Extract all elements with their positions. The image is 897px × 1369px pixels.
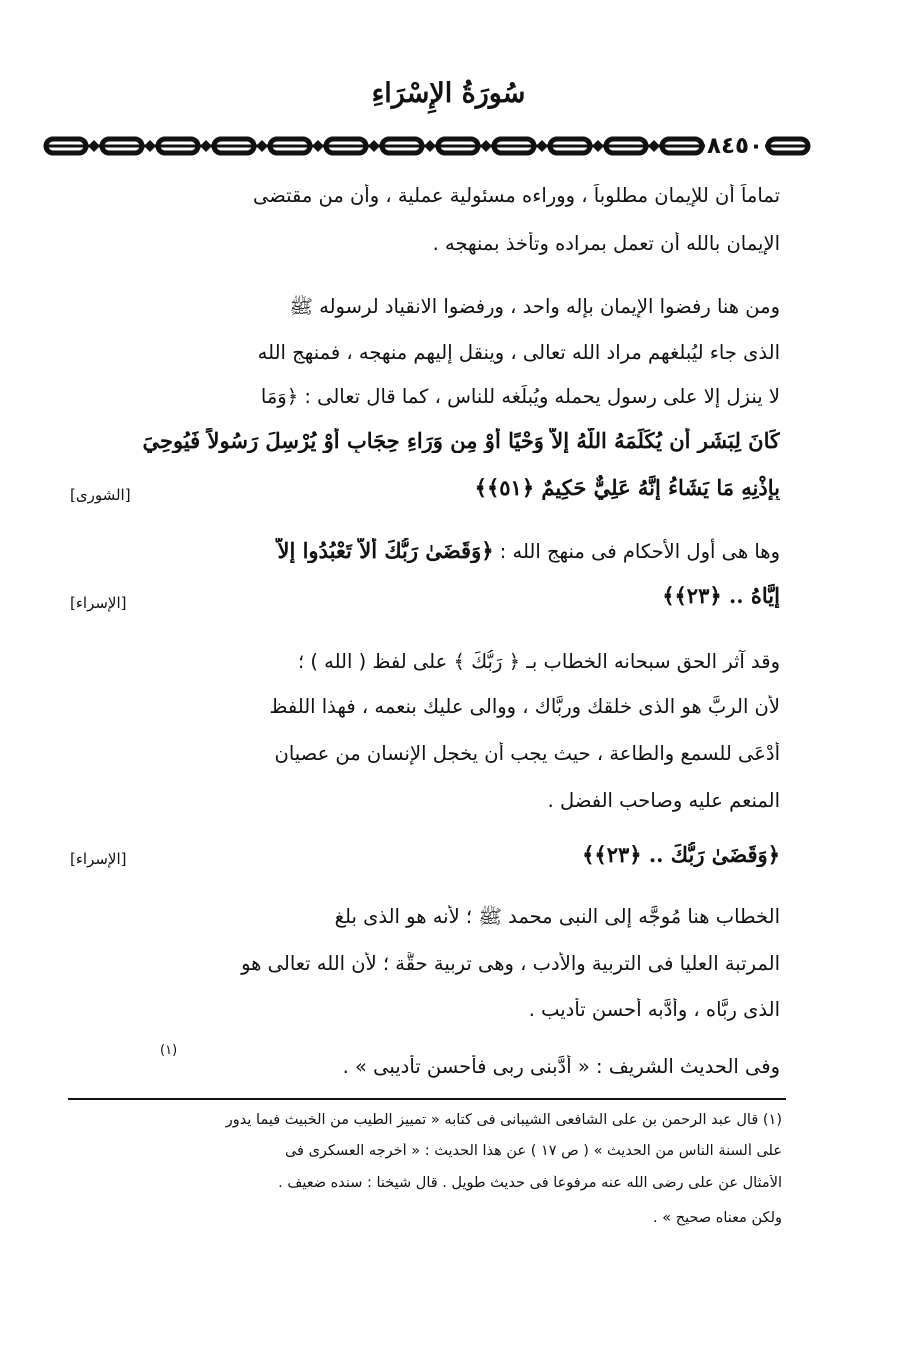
footnote-marker: (١) [160,1043,178,1058]
body-line-10: المنعم عليه وصاحب الفضل . [547,789,780,812]
footnote-line-2: على ألسنة الناس من الحديث » ( ص ١٧ ) عن هذا الحديث : « أخرجه العسكرى فى [284,1143,782,1159]
body-line-11: الخطاب هنا مُوجَّه إلى النبى محمد ﷺ ؛ لأنه هو الذى بلغ [334,905,780,928]
verse-line-2: بِإِذْنِهِ مَا يَشَاءُ إِنَّهُ عَلِيٌّ حَكِيمٌ ﴿٥١﴾﴾ [474,475,780,500]
verse-reference-isra-2: [الإسراء] [70,850,127,868]
body-line-8: لأن الربَّ هو الذى خلقك وربَّاك ، ووالى عليك بنعمه ، فهذا اللفظ [269,695,780,718]
verse-reference-isra-1: [الإسراء] [70,594,127,612]
surah-title: سُورَةُ الإِسْرَاءِ [371,78,526,109]
body-line-3: ومن هنا رفضوا الإيمان بإله واحد ، ورفضوا الانقياد لرسوله ﷺ [289,295,780,318]
verse-line-1: كَانَ لِبَشَرٍ أَن يُكَلِّمَهُ اللَّهُ إِلاَّ وَحْيًا أَوْ مِن وَرَاءِ حِجَابٍ أَوْ يُرْسِلَ رَسُولاً فَيُوحِيَ [142,428,780,453]
hadith-line: وفى الحديث الشريف : « أدَّبنى ربى فأحسن تأديبى » . [342,1055,780,1078]
body-line-12: المرتبة العليا فى التربية والأدب ، وهى تربية حقَّة ؛ لأن الله تعالى هو [241,952,780,975]
body-line-2: الإيمان بالله أن تعمل بمراده وتأخذ بمنهجه . [432,232,780,255]
footnote-line-1: (١) قال عبد الرحمن بن على الشافعى الشيبانى فى كتابه « تمييز الطيب من الخبيث فيما يدور [225,1112,782,1128]
page-number: ٨٤٥٠ [706,133,764,159]
body-line-13: الذى ربَّاه ، وأدَّبه أحسن تأديب . [528,998,780,1021]
body-line-9: أدْعَى للسمع والطاعة ، حيث يجب أن يخجل الإنسان من عصيان [274,742,780,765]
body-line-4: الذى جاء ليُبلغهم مراد الله تعالى ، وينقل إليهم منهجه ، فمنهج الله [257,341,780,364]
ornamental-header-band [40,128,815,164]
body-line-7: وقد آثر الحق سبحانه الخطاب بـ ﴿ رَبُّكَ ﴾ على لفظ ( الله ) ؛ [297,650,780,673]
body-line-6 [60,538,780,563]
verse-isra-23-quote: ﴿وَقَضَىٰ رَبُّكَ .. ﴿٢٣﴾﴾ [582,842,780,867]
body-line-6-text: وها هى أول الأحكام فى منهج الله : [493,540,780,563]
verse-isra-23-start: ﴿وَقَضَىٰ رَبُّكَ أَلاَّ تَعْبُدُوا إِلاَّ [277,538,494,563]
body-line-5: لا ينزل إلا على رسول يحمله ويُبلِّغه للناس ، كما قال تعالى : ﴿وَمَا [260,385,780,408]
verse-reference-shura: [الشورى] [70,486,131,504]
footnote-line-4: ولكن معناه صحيح » . [653,1210,782,1226]
verse-isra-23-end: إِيَّاهُ .. ﴿٢٣﴾﴾ [662,583,780,608]
footnote-line-3: الأمثال عن على رضى الله عنه مرفوعاً فى حديث طويل . قال شيخنا : سنده ضعيف . [278,1175,782,1191]
footnote-rule [68,1098,786,1100]
body-line-1: تماماً أن للإيمان مطلوباً ، ووراءه مسئولية عملية ، وأن من مقتضى [252,184,780,207]
